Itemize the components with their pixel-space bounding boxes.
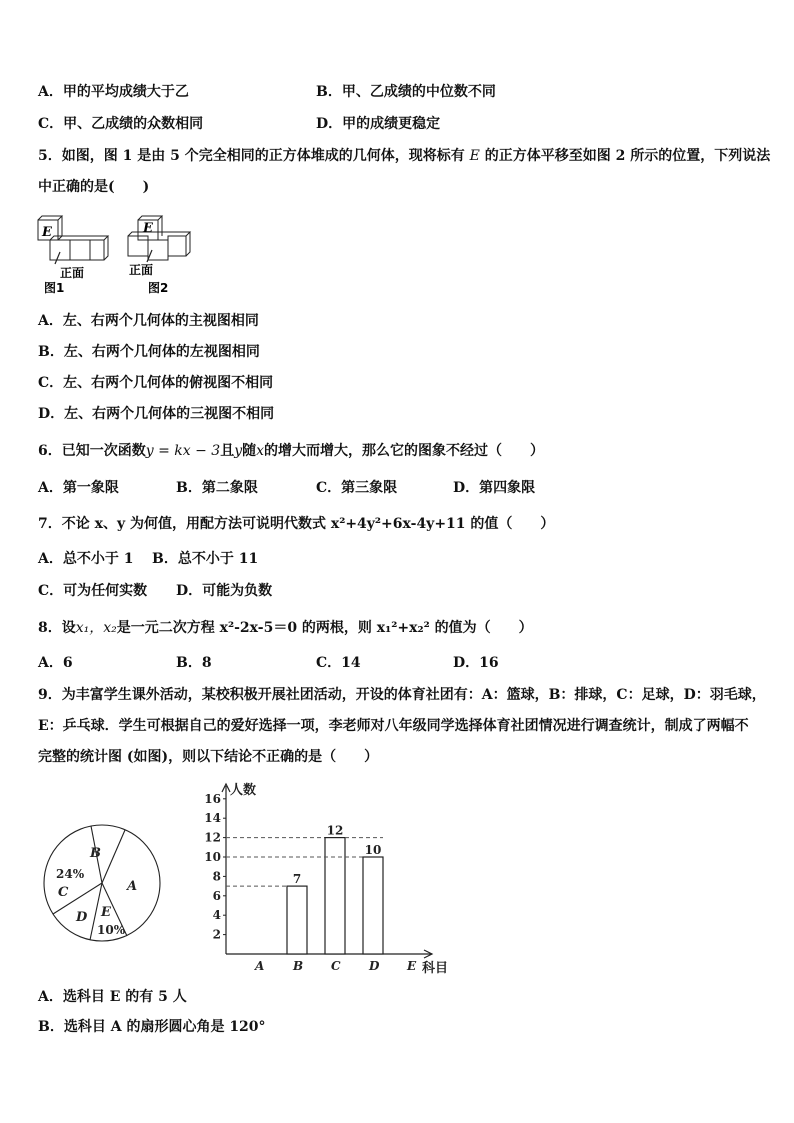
bar-c <box>325 838 345 954</box>
x-category-label: C <box>331 959 341 973</box>
q7-option-d: D．可能为负数 <box>176 583 273 599</box>
y-tick-label: 14 <box>204 811 221 826</box>
q4-option-c: C．甲、乙成绩的众数相同 <box>38 116 204 132</box>
x-category-label: E <box>407 959 417 973</box>
q9-pie-chart <box>38 820 168 950</box>
q7-option-a: A．总不小于 1 <box>38 551 134 567</box>
q8-stem-part1: 8．设 <box>38 620 76 636</box>
q5-fig2-front-label: 正面 <box>129 263 154 277</box>
q9-stem-line1: 9．为丰富学生课外活动，某校积极开展社团活动，开设的体育社团有：A：篮球，B：排球，C：足球，D：羽毛球， <box>38 687 766 703</box>
q8-option-c: C．14 <box>316 655 361 671</box>
q6-option-d: D．第四象限 <box>453 480 536 496</box>
q9-stem-line3: 完整的统计图 (如图)，则以下结论不正确的是（ ） <box>38 749 379 765</box>
pie-label-e-percent: 10% <box>97 923 126 937</box>
q5-fig2-e-label: E <box>143 221 153 236</box>
bar-value-label: 10 <box>364 843 382 857</box>
pie-label-b: B <box>90 846 101 861</box>
pie-label-a: A <box>127 879 138 894</box>
y-tick-label: 8 <box>212 869 221 884</box>
q6-option-b: B．第二象限 <box>176 480 258 496</box>
y-tick-label: 10 <box>204 850 221 864</box>
q5-fig1-caption: 图1 <box>44 281 65 295</box>
q6-stem-part3: 随 <box>242 443 257 459</box>
q9-option-b: B．选科目 A 的扇形圆心角是 120° <box>38 1019 266 1035</box>
q7-stem: 7．不论 x、y 为何值，用配方法可说明代数式 x²+4y²+6x-4y+11 的值（ ） <box>38 516 555 532</box>
q9-bar-chart <box>196 780 456 980</box>
q6-var-y: y <box>234 443 243 459</box>
q6-stem-part4: 的增大而增大，那么它的图象不经过（ ） <box>264 443 545 459</box>
q5-fig1-front-label: 正面 <box>60 266 85 280</box>
q8-roots: x₁，x₂ <box>75 620 117 636</box>
q8-option-a: A．6 <box>38 655 73 671</box>
q5-stem-e: E <box>469 148 480 164</box>
q5-option-b: B．左、右两个几何体的左视图相同 <box>38 344 260 360</box>
y-tick-label: 16 <box>204 791 221 806</box>
y-tick-label: 12 <box>204 830 221 845</box>
bar-value-label: 7 <box>292 872 302 887</box>
q8-stem <box>38 618 533 638</box>
q4-option-a: A．甲的平均成绩大于乙 <box>38 84 189 100</box>
q5-fig2-caption: 图2 <box>148 281 169 295</box>
pie-label-d: D <box>76 910 88 925</box>
q6-option-a: A．第一象限 <box>38 480 119 496</box>
q6-stem-part2: 且 <box>220 443 235 459</box>
y-tick-label: 6 <box>212 888 221 903</box>
x-axis-label: 科目 <box>422 961 449 976</box>
bar-b <box>287 886 307 954</box>
q6-option-c: C．第三象限 <box>316 480 398 496</box>
q7-option-c: C．可为任何实数 <box>38 583 148 599</box>
q5-fig1-e-label: E <box>42 225 52 240</box>
pie-label-c: C <box>58 885 69 900</box>
pie-divider-ba <box>102 830 125 883</box>
pie-label-c-percent: 24% <box>56 867 85 881</box>
q6-stem-part1: 6．已知一次函数 <box>38 443 146 459</box>
q5-option-a: A．左、右两个几何体的主视图相同 <box>38 313 259 329</box>
q7-option-b: B．总不小于 11 <box>152 551 259 567</box>
x-category-label: A <box>255 959 265 973</box>
x-category-label: D <box>369 959 380 973</box>
y-tick-label: 2 <box>212 927 221 942</box>
bar-value-label: 12 <box>326 823 344 838</box>
y-tick-label: 4 <box>212 908 221 923</box>
q4-option-b: B．甲、乙成绩的中位数不同 <box>316 84 496 100</box>
y-axis-label: 人数 <box>230 783 257 798</box>
q5-option-c: C．左、右两个几何体的俯视图不相同 <box>38 375 274 391</box>
q5-stem-part1: 5．如图，图 1 是由 5 个完全相同的正方体堆成的几何体，现将标有 <box>38 148 465 164</box>
q5-figure <box>36 208 196 298</box>
q8-option-b: B．8 <box>176 655 212 671</box>
q5-option-d: D．左、右两个几何体的三视图不相同 <box>38 406 275 422</box>
x-category-label: B <box>293 959 304 973</box>
q9-option-a: A．选科目 E 的有 5 人 <box>38 989 187 1005</box>
q5-stem-part2: 的正方体平移至如图 2 所示的位置，下列说法 <box>484 148 771 164</box>
pie-label-e: E <box>101 905 111 920</box>
q6-var-x: x <box>256 443 265 459</box>
q8-stem-part2: 是一元二次方程 x²-2x-5＝0 的两根，则 x₁²+x₂² 的值为（ ） <box>116 620 533 636</box>
q9-stem-line2: E：乒乓球．学生可根据自己的爱好选择一项，李老师对八年级同学选择体育社团情况进行调查统计，制成了两幅不 <box>38 718 749 734</box>
q6-formula: y = kx − 3 <box>145 443 221 459</box>
bar-d <box>363 857 383 954</box>
q6-stem <box>38 441 544 461</box>
q4-option-d: D．甲的成绩更稳定 <box>316 116 441 132</box>
q5-stem-line2: 中正确的是( ) <box>38 179 150 195</box>
q5-stem-line1 <box>38 146 770 166</box>
q8-option-d: D．16 <box>453 655 499 671</box>
